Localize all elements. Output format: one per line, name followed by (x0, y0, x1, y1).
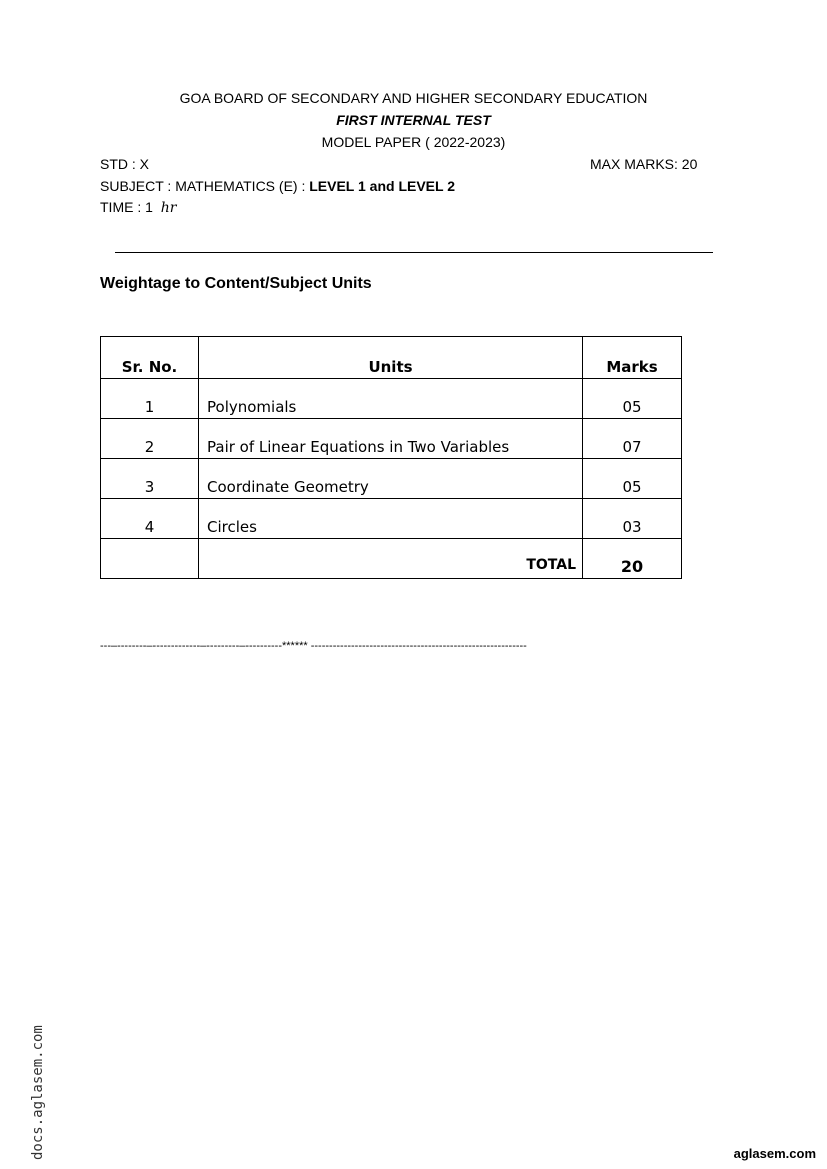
total-empty-cell (101, 539, 199, 579)
row-marks: 05 (583, 459, 682, 499)
max-marks-label: MAX MARKS: 20 (590, 156, 698, 172)
subject-line (100, 178, 455, 194)
table-row (101, 379, 682, 419)
total-value: 20 (583, 539, 682, 579)
row-unit: Circles (199, 499, 583, 539)
subject-levels: LEVEL 1 and LEVEL 2 (309, 178, 455, 194)
row-marks: 05 (583, 379, 682, 419)
header-marks: Marks (583, 337, 682, 379)
row-marks: 07 (583, 419, 682, 459)
table-row (101, 419, 682, 459)
time-prefix: TIME : 1 (100, 199, 153, 215)
total-label: TOTAL (199, 539, 583, 579)
side-watermark: docs.aglasem.com (30, 1025, 46, 1160)
test-title: FIRST INTERNAL TEST (336, 112, 491, 128)
row-sr: 3 (101, 459, 199, 499)
brand-footer: aglasem.com (733, 1146, 816, 1161)
row-sr: 1 (101, 379, 199, 419)
end-marker: ---–--------–-------------–---------–----------****** ----------------------------------------------------------- (100, 640, 527, 652)
table-header-row (101, 337, 682, 379)
table-row (101, 499, 682, 539)
std-label: STD : X (100, 156, 150, 172)
paper-title: MODEL PAPER ( 2022-2023) (321, 134, 506, 150)
table-total-row (101, 539, 682, 579)
board-title: GOA BOARD OF SECONDARY AND HIGHER SECONDARY EDUCATION (179, 90, 648, 106)
table-row (101, 459, 682, 499)
weightage-table (100, 336, 682, 579)
section-title: Weightage to Content/Subject Units (100, 275, 372, 292)
header-divider (115, 252, 713, 253)
row-unit: Pair of Linear Equations in Two Variables (199, 419, 583, 459)
header-sr-no: Sr. No. (101, 337, 199, 379)
header-units: Units (199, 337, 583, 379)
subject-prefix: SUBJECT : MATHEMATICS (E) : (100, 178, 310, 194)
row-marks: 03 (583, 499, 682, 539)
time-line (100, 199, 176, 216)
row-unit: Coordinate Geometry (199, 459, 583, 499)
row-unit: Polynomials (199, 379, 583, 419)
row-sr: 2 (101, 419, 199, 459)
row-sr: 4 (101, 499, 199, 539)
time-unit: hr (160, 200, 177, 216)
